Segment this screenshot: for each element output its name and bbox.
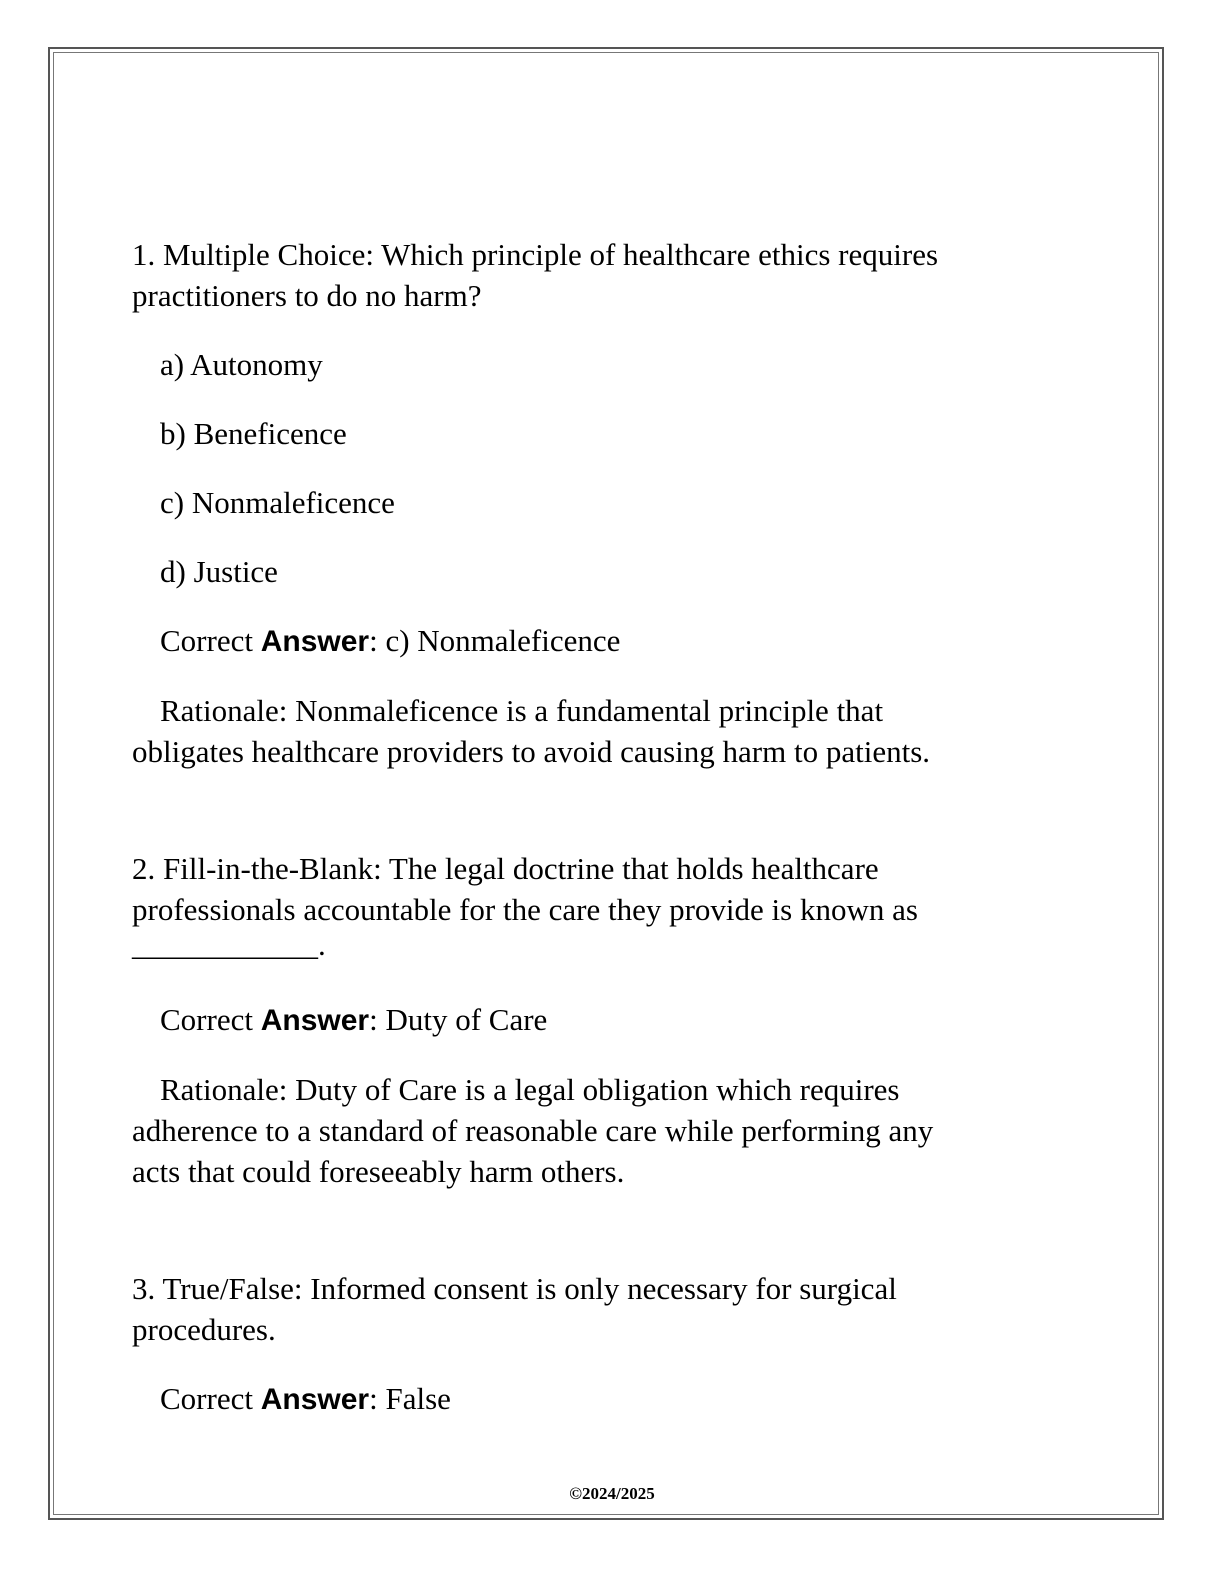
correct-value: : False (369, 1381, 451, 1416)
correct-prefix: Correct (160, 1002, 261, 1037)
question-1-text-line-1: 1. Multiple Choice: Which principle of healthcare ethics requires (132, 237, 939, 272)
answer-word: Answer (260, 625, 370, 658)
question-1 (132, 234, 1072, 772)
question-2-text-line-2: professionals accountable for the care they provide is known as (132, 892, 918, 927)
question-3-text-line-1: 3. True/False: Informed consent is only necessary for surgical (132, 1271, 897, 1306)
option-a: a) Autonomy (160, 347, 323, 382)
question-2 (132, 848, 1072, 1192)
document-body (132, 234, 1072, 1420)
option-d: d) Justice (160, 554, 278, 589)
correct-answer-1 (132, 620, 1072, 662)
option-c: c) Nonmaleficence (160, 485, 395, 520)
correct-answer-3 (132, 1378, 1072, 1420)
correct-prefix: Correct (160, 1381, 261, 1416)
rationale-2-line-1: Rationale: Duty of Care is a legal obligation which requires (160, 1072, 900, 1107)
correct-value: : Duty of Care (369, 1002, 548, 1037)
correct-value: : c) Nonmaleficence (369, 623, 621, 658)
option-b: b) Beneficence (160, 416, 347, 451)
rationale-2-line-3: acts that could foreseeably harm others. (132, 1154, 625, 1189)
copyright-footer: ©2024/2025 (569, 1484, 655, 1503)
correct-prefix: Correct (160, 623, 261, 658)
rationale-1-line-2: obligates healthcare providers to avoid causing harm to patients. (132, 734, 931, 769)
rationale-2-line-2: adherence to a standard of reasonable care while performing any (132, 1113, 934, 1148)
answer-word: Answer (260, 1004, 370, 1037)
answer-word: Answer (260, 1383, 370, 1416)
question-3 (132, 1268, 1072, 1420)
question-2-text-line-1: 2. Fill-in-the-Blank: The legal doctrine that holds healthcare (132, 851, 879, 886)
question-1-text-line-2: practitioners to do no harm? (132, 278, 482, 313)
question-3-text-line-2: procedures. (132, 1312, 276, 1347)
correct-answer-2 (132, 999, 1072, 1041)
rationale-1-line-1: Rationale: Nonmaleficence is a fundamental principle that (160, 693, 884, 728)
fill-in-blank: ____________. (132, 927, 326, 962)
